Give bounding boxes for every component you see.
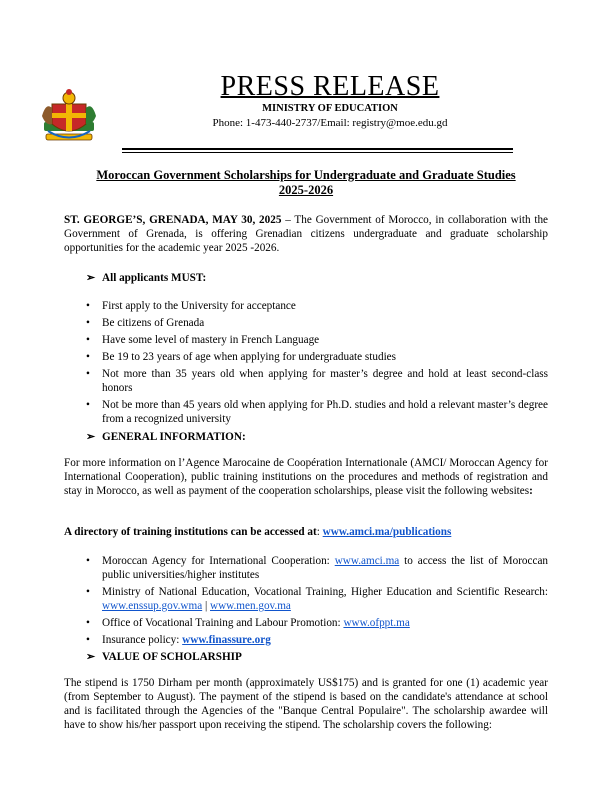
list-item: • Insurance policy: www.finassure.org [86, 634, 271, 646]
enssup-link[interactable]: www.enssup.gov.wma [102, 600, 203, 612]
bullet-icon: • [86, 368, 90, 380]
bullet-icon: • [86, 634, 90, 646]
amci-publications-link[interactable]: www.amci.ma/publications [322, 526, 452, 538]
value-paragraph: The stipend is 1750 Dirham per month (approximately US$175) and is granted for one (1) academic year (from September to August). The payment of the stipend is based on the candidate's attendance at school and is facilitated through the Agencies of the "Banque Central Populaire". The scholarship awardee will have to show his/her passport upon receiving the stipend. The scholarship covers the following: [64, 677, 548, 731]
bullet-icon: • [86, 317, 90, 329]
list-item: • Not be more than 45 years old when applying for Ph.D. studies and hold a relevant master’s degree from a recognized university [86, 399, 548, 425]
ministry-name: MINISTRY OF EDUCATION [262, 103, 398, 114]
list-item: • Not more than 35 years old when applying for master’s degree and hold at least second-class honors [86, 368, 548, 394]
requirements-heading-text: All applicants MUST: [102, 272, 207, 284]
contact-line: Phone: 1-473-440-2737/Email: registry@moe.edu.gd [212, 117, 448, 129]
finassure-link[interactable]: www.finassure.org [182, 634, 271, 646]
grenada-coat-of-arms-icon [38, 86, 100, 148]
websites-list [86, 554, 548, 650]
document-headline [60, 168, 552, 198]
list-item: • Office of Vocational Training and Labour Promotion: www.ofppt.ma [86, 617, 410, 629]
value-heading [86, 650, 242, 664]
press-release-title: PRESS RELEASE [220, 71, 440, 102]
directory-line: A directory of training institutions can be accessed at: www.amci.ma/publications [64, 526, 452, 538]
amci-link[interactable]: www.amci.ma [334, 555, 400, 567]
list-item: • Have some level of mastery in French Language [86, 334, 320, 346]
dateline: ST. GEORGE’S, GRENADA, MAY 30, 2025 [64, 214, 282, 226]
list-item: • Ministry of National Education, Vocational Training, Higher Education and Scientific Research: www.enssup.gov.wma | www.men.gov.ma [86, 586, 548, 612]
general-info-paragraph: For more information on l’Agence Marocaine de Coopération Internationale (AMCI/ Moroccan Agency for International Cooperation), public training institutions on the procedures and methods of registration and stay in Morocco, as well as payment of the cooperation scholarships, please visit the following websites: [64, 457, 548, 497]
headline-line-2: 2025-2026 [278, 183, 334, 197]
list-item: • Be citizens of Grenada [86, 317, 205, 329]
value-heading-text: VALUE OF SCHOLARSHIP [102, 651, 242, 663]
intro-text: – The Government of Morocco, in collaboration with the Government of Grenada, is offering Grenadian citizens undergraduate and graduate scholarship opportunities for the academic year 2025 -2026. [64, 214, 548, 254]
bullet-icon: • [86, 555, 90, 567]
arrow-bullet-icon: ➢ [86, 651, 96, 663]
general-info-heading-text: GENERAL INFORMATION: [102, 431, 246, 443]
bullet-icon: • [86, 351, 90, 363]
bullet-icon: • [86, 617, 90, 629]
header-divider-thin [122, 152, 513, 153]
men-link[interactable]: www.men.gov.ma [210, 600, 291, 612]
general-info-heading [86, 430, 246, 444]
requirements-list [86, 299, 548, 429]
intro-paragraph [64, 213, 548, 255]
requirements-heading [86, 271, 206, 285]
header-divider-thick [122, 148, 513, 150]
list-item: • Be 19 to 23 years of age when applying for undergraduate studies [86, 351, 397, 363]
headline-line-1: Moroccan Government Scholarships for Undergraduate and Graduate Studies [96, 168, 516, 182]
list-item: • Moroccan Agency for International Cooperation: www.amci.ma to access the list of Moroccan public universities/higher institutes [86, 555, 549, 581]
arrow-bullet-icon: ➢ [86, 431, 96, 443]
bullet-icon: • [86, 334, 90, 346]
bullet-icon: • [86, 586, 90, 598]
ofppt-link[interactable]: www.ofppt.ma [343, 617, 410, 629]
directory-label: A directory of training institutions can be accessed at [64, 526, 317, 538]
list-item: • First apply to the University for acceptance [86, 300, 296, 312]
bullet-icon: • [86, 300, 90, 312]
bullet-icon: • [86, 399, 90, 411]
arrow-bullet-icon: ➢ [86, 272, 96, 284]
